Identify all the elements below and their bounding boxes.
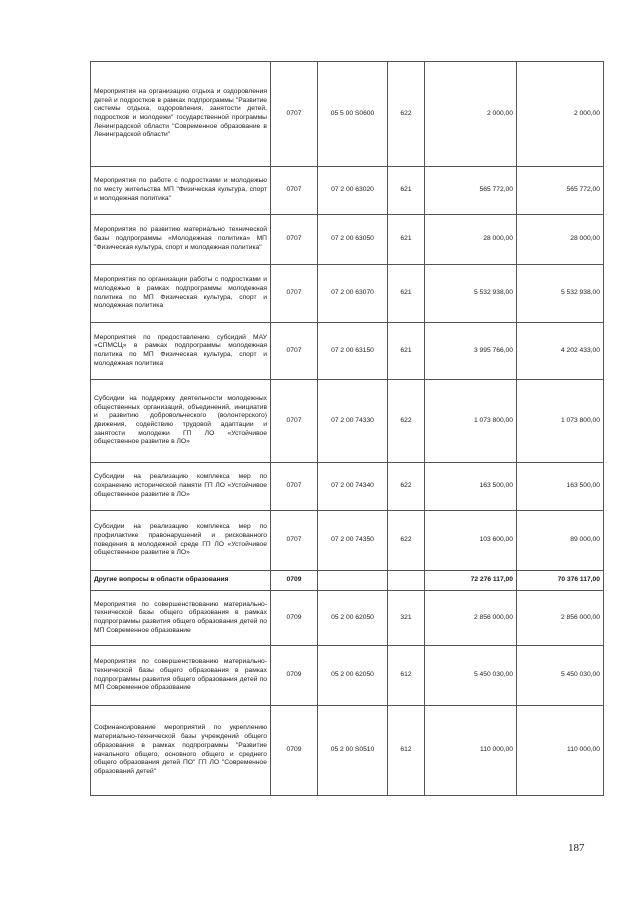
cell-expense-type: 622: [388, 380, 425, 463]
table-row: [91, 511, 604, 571]
cell-target-article: 07 2 00 63070: [318, 265, 388, 323]
cell-amount-year-2: 4 202 433,00: [517, 323, 604, 380]
cell-target-article: [318, 571, 388, 591]
cell-amount-year-2: 163 500,00: [517, 463, 604, 511]
cell-expense-type: 621: [388, 215, 425, 265]
cell-description: Мероприятия по организации работы с подростками и молодежью в рамках подпрограммы молодежная политика по МП Физическая культура, спорт и молодежная политика: [91, 265, 271, 323]
cell-amount-year-2: 2 000,00: [517, 62, 604, 167]
cell-amount-year-2: 5 532 938,00: [517, 265, 604, 323]
table-row: [91, 323, 604, 380]
cell-target-article: 07 2 00 74350: [318, 511, 388, 571]
cell-expense-type: 622: [388, 511, 425, 571]
cell-amount-year-1: 565 772,00: [425, 167, 517, 215]
cell-target-article: 07 2 00 63020: [318, 167, 388, 215]
cell-description: Другие вопросы в области образования: [91, 571, 271, 591]
cell-section: 0707: [271, 215, 318, 265]
cell-amount-year-2: 2 856 000,00: [517, 591, 604, 646]
table-row: [91, 167, 604, 215]
table-body: [91, 62, 604, 796]
cell-target-article: 07 2 00 63050: [318, 215, 388, 265]
cell-section: 0707: [271, 62, 318, 167]
table-row: [91, 215, 604, 265]
cell-amount-year-2: 565 772,00: [517, 167, 604, 215]
cell-amount-year-1: 28 000,00: [425, 215, 517, 265]
cell-amount-year-2: 5 450 030,00: [517, 646, 604, 706]
cell-section: 0707: [271, 265, 318, 323]
cell-section: 0709: [271, 571, 318, 591]
cell-target-article: 05 2 00 62050: [318, 646, 388, 706]
cell-expense-type: 612: [388, 646, 425, 706]
cell-expense-type: [388, 571, 425, 591]
cell-expense-type: 621: [388, 323, 425, 380]
table-row: [91, 463, 604, 511]
cell-amount-year-1: 3 995 766,00: [425, 323, 517, 380]
cell-amount-year-1: 5 532 938,00: [425, 265, 517, 323]
cell-amount-year-2: 110 000,00: [517, 706, 604, 796]
cell-expense-type: 321: [388, 591, 425, 646]
cell-section: 0709: [271, 646, 318, 706]
cell-description: Субсидии на реализацию комплекса мер по сохранению исторической памяти ГП ЛО «Устойчивое общественное развитие в ЛО»: [91, 463, 271, 511]
table-row: [91, 62, 604, 167]
cell-amount-year-2: 89 000,00: [517, 511, 604, 571]
cell-description: Софинансирование мероприятий по укреплению материально-технической базы учреждений общего образования в рамках подпрограммы "Развитие начального общего, основного общего и среднего общего образования детей ПО" ГП ЛО "Современное образований детей": [91, 706, 271, 796]
cell-expense-type: 621: [388, 167, 425, 215]
cell-amount-year-2: 28 000,00: [517, 215, 604, 265]
cell-description: Мероприятия по работе с подростками и молодежью по месту жительства МП "Физическая культура, спорт и молодежная политика": [91, 167, 271, 215]
cell-section: 0709: [271, 706, 318, 796]
cell-description: Мероприятия на организацию отдыха и оздоровления детей и подростков в рамках подпрограммы "Развитие системы отдыха, оздоровления, занятости детей, подростков и молодежи" государственной программы Ленинградской области "Современное образование в Ленинградской области": [91, 62, 271, 167]
cell-expense-type: 622: [388, 463, 425, 511]
cell-description: Субсидии на реализацию комплекса мер по профилактике правонарушений и рискованного поведения в молодежной среде ГП ЛО «Устойчивое общественное развитие в ЛО»: [91, 511, 271, 571]
cell-description: Мероприятия по совершенствованию материально-технической базы общего образования в рамках подпрограммы развития общего образования детей по МП Современное образование: [91, 591, 271, 646]
cell-amount-year-2: 70 376 117,00: [517, 571, 604, 591]
budget-table: [90, 61, 604, 796]
page-number: 187: [568, 842, 585, 854]
cell-amount-year-1: 5 450 030,00: [425, 646, 517, 706]
cell-expense-type: 621: [388, 265, 425, 323]
cell-description: Субсидии на поддержку деятельности молодежных общественных организаций, объединений, инициатив и развитию добровольческого (волонтерского) движения, содействию трудовой адаптации и занятости молодежи ГП ЛО «Устойчивое общественное развитие в ЛО»: [91, 380, 271, 463]
cell-section: 0709: [271, 591, 318, 646]
table-row: [91, 591, 604, 646]
cell-description: Мероприятия по совершенствованию материально-технической базы общего образования в рамках подпрограммы развития общего образования детей по МП Современное образование: [91, 646, 271, 706]
cell-target-article: 05 5 00 S0600: [318, 62, 388, 167]
table-row: [91, 571, 604, 591]
cell-section: 0707: [271, 511, 318, 571]
cell-target-article: 07 2 00 74330: [318, 380, 388, 463]
cell-amount-year-1: 2 856 000,00: [425, 591, 517, 646]
table-row: [91, 646, 604, 706]
cell-amount-year-2: 1 073 800,00: [517, 380, 604, 463]
cell-target-article: 05 2 00 62050: [318, 591, 388, 646]
cell-section: 0707: [271, 323, 318, 380]
cell-amount-year-1: 163 500,00: [425, 463, 517, 511]
cell-expense-type: 612: [388, 706, 425, 796]
table-row: [91, 706, 604, 796]
cell-amount-year-1: 2 000,00: [425, 62, 517, 167]
cell-target-article: 05 2 00 S0510: [318, 706, 388, 796]
cell-section: 0707: [271, 463, 318, 511]
table-row: [91, 265, 604, 323]
cell-amount-year-1: 103 600,00: [425, 511, 517, 571]
cell-section: 0707: [271, 380, 318, 463]
cell-target-article: 07 2 00 74340: [318, 463, 388, 511]
cell-target-article: 07 2 00 63150: [318, 323, 388, 380]
cell-amount-year-1: 1 073 800,00: [425, 380, 517, 463]
cell-expense-type: 622: [388, 62, 425, 167]
cell-description: Мероприятия по развитию материально технической базы подпрограммы «Молодежная политика» МП "Физическая культура, спорт и молодежная политика": [91, 215, 271, 265]
table-row: [91, 380, 604, 463]
cell-description: Мероприятия по предоставлению субсидий МАУ «СПМСЦ» в рамках подпрограммы молодежная политика по МП Физическая культура, спорт и молодежная политика: [91, 323, 271, 380]
cell-amount-year-1: 72 276 117,00: [425, 571, 517, 591]
cell-amount-year-1: 110 000,00: [425, 706, 517, 796]
cell-section: 0707: [271, 167, 318, 215]
